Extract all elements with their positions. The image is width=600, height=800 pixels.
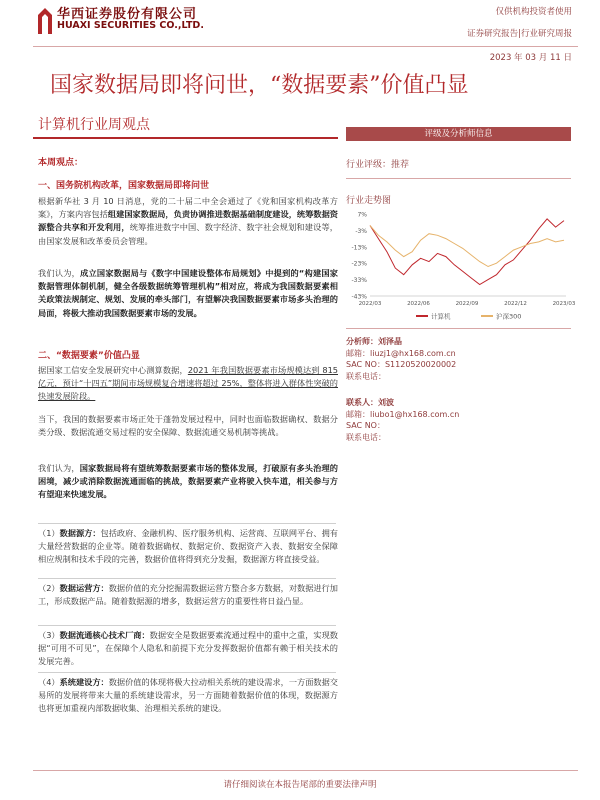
p3-text: 据国家工信安全发展研究中心测算数据，	[38, 365, 188, 375]
p1-text-2: 统筹推进数字中国、数字经济、数字社会规划和建设等，由国家发展和改革委员会管理。	[38, 222, 338, 246]
key-points-label: 本周观点：	[38, 158, 84, 168]
legal-notice[interactable]: 请仔细阅读在本报告尾部的重要法律声明	[223, 780, 377, 790]
legend-label: 计算机	[431, 312, 451, 321]
item-1-text: 包括政府、金融机构、医疗服务机构、运营商、互联网平台、拥有大量经营数据的企业等。随着数据确权、数据定价、数据资产入表、数据安全保障相应规制和技术手段的完善，数据价值将得到充分发掘，数据源方将直接受益。	[38, 528, 338, 565]
audience-note: 仅供机构投资者使用	[495, 7, 572, 17]
logo-company-en: HUAXI SECURITIES CO.,LTD.	[57, 20, 204, 31]
sidebar-divider	[346, 178, 571, 179]
x-axis-ticks	[359, 301, 576, 307]
y-tick-label: -43%	[351, 293, 367, 301]
heading-1: 一、国务院机构改革，国家数据局即将问世	[38, 181, 210, 191]
item-4-num: （4）	[38, 677, 60, 687]
x-tick-label: 2023/03	[552, 301, 576, 307]
logo-company-cn: 华西证券股份有限公司	[57, 7, 198, 22]
item-2-title: 数据运营方：	[59, 583, 109, 593]
p5-bold-2: 相关参与方有望迎来快速发展。	[38, 476, 338, 500]
legend-label: 沪深300	[496, 312, 522, 321]
p3-underlined: 2021 年我国数据要素市场规模达到 815 亿元，预计“十四五”期间市场规模复合增速将超过 25%，整体将进入群体性突破的快速发展阶段。	[38, 365, 338, 402]
paragraph-3	[38, 364, 338, 404]
header-divider	[33, 46, 578, 47]
item-4-text: 数据价值的体现将极大拉动相关系统的建设需求，一方面数据交易所的发展将带来大量的系统建设需求，另一方面随着数据价值的体现，数据源方也将更加重视内部数据收集、治理相关系统的建设。	[38, 677, 338, 714]
paragraph-2	[38, 267, 338, 320]
chart-title: 行业走势图	[346, 196, 392, 206]
footer-divider	[33, 770, 578, 771]
analyst-1-name: 分析师：刘泽晶	[346, 337, 402, 346]
y-tick-label: 7%	[357, 211, 367, 219]
huaxi-logo-icon	[38, 8, 52, 34]
industry-rating: 行业评级：推荐	[346, 160, 410, 170]
series-line-沪深300	[370, 226, 564, 267]
item-3	[38, 629, 338, 669]
sidebar-header: 评级及分析师信息	[346, 127, 571, 141]
item-divider-2	[38, 578, 336, 579]
report-type: 证券研究报告|行业研究周报	[467, 29, 572, 39]
p2-text: 我们认为，	[38, 268, 81, 278]
item-1	[38, 527, 338, 567]
y-tick-label: -13%	[351, 244, 367, 252]
x-tick-label: 2022/03	[358, 301, 382, 307]
x-tick-label: 2022/12	[504, 301, 527, 307]
analyst-2-email[interactable]: 邮箱：liubo1@hx168.com.cn	[346, 409, 460, 419]
report-title: 国家数据局即将问世，“数据要素”价值凸显	[50, 73, 469, 98]
analyst-1-sac: SAC NO：S1120520020002	[346, 360, 457, 369]
analyst-2-block	[346, 397, 459, 443]
item-1-num: （1）	[38, 528, 60, 538]
item-divider-1	[38, 523, 336, 524]
paragraph-5	[38, 462, 338, 502]
chart-legend	[416, 312, 521, 321]
item-2-text: 数据价值的充分挖掘需数据运营方整合多方数据，对数据进行加工，形成数据产品。随着数据源的增多，数据运营方的重要性将日益凸显。	[38, 583, 338, 607]
item-4-title: 系统建设方：	[59, 677, 109, 687]
item-divider-4	[38, 672, 336, 673]
p2-bold: 成立国家数据局与《数字中国建设整体布局规划》中提到的“构建国家数据管理体制机制，健全各级数据统筹管理机构”相对应，将成为我国数据要素相关政策法规制定、规划、发展的牵头部门，有望解决我国数据要素市场多头治理的局面，	[38, 268, 338, 318]
p5-bold: 国家数据局将有望统筹数据要素市场的整体发展，打破原有多头治理的困境，减少或消除数据流通面临的挑战，数据要素产业将驶入快车道，	[38, 463, 338, 487]
p5-text: 我们认为，	[38, 463, 80, 473]
industry-trend-chart	[346, 208, 576, 323]
section-title: 计算机行业周观点	[38, 117, 150, 133]
y-axis-ticks	[351, 212, 367, 301]
paragraph-1	[38, 195, 338, 248]
item-3-text: 数据安全是数据要素流通过程中的重中之重，实现数据“可用不可见”，在保障个人隐私和前提下充分发挥数据价值都有赖于相关技术的发展完善。	[38, 630, 338, 667]
y-tick-label: -23%	[351, 260, 367, 268]
sidebar-divider-2	[346, 328, 571, 329]
report-date: 2023 年 03 月 11 日	[489, 53, 572, 63]
y-tick-label: -33%	[351, 277, 367, 285]
item-1-title: 数据源方：	[59, 528, 101, 538]
section-rule	[33, 137, 338, 139]
item-3-title: 数据流通核心技术厂商：	[59, 630, 150, 640]
paragraph-4: 当下，我国的数据要素市场正处于蓬勃发展过程中，同时也面临数据确权、数据分类分级、数据流通交易过程的安全保障、数据流通交易机制等挑战。	[38, 414, 338, 438]
p1-text: 根据新华社 3 月 10 日消息，党的二十届二中全会通过了《党和国家机构改革方案》，方案内容包括	[38, 196, 338, 220]
x-tick-label: 2022/06	[407, 301, 430, 307]
analyst-1-phone: 联系电话：	[346, 371, 386, 381]
item-4	[38, 676, 338, 716]
analyst-1-email[interactable]: 邮箱：liuzj1@hx168.com.cn	[346, 348, 456, 358]
heading-2: 二、“数据要素”价值凸显	[38, 351, 140, 361]
item-3-num: （3）	[38, 630, 60, 640]
p2-bold-2: 将极大推动我国数据要素市场的发展。	[62, 307, 202, 318]
x-tick-label: 2022/09	[455, 301, 479, 307]
item-divider-3	[38, 625, 336, 626]
p1-bold: 组建国家数据局，负责协调推进数据基础制度建设，统筹数据资源整合共享和开发利用，	[38, 209, 338, 233]
item-2-num: （2）	[38, 583, 60, 593]
item-2	[38, 582, 338, 608]
analyst-2-name: 联系人：刘波	[346, 398, 394, 407]
y-tick-label: -3%	[355, 227, 367, 235]
series-lines	[370, 219, 564, 285]
analyst-1-block	[346, 336, 456, 382]
analyst-2-sac: SAC NO：	[346, 421, 385, 430]
analyst-2-phone: 联系电话：	[346, 432, 386, 442]
